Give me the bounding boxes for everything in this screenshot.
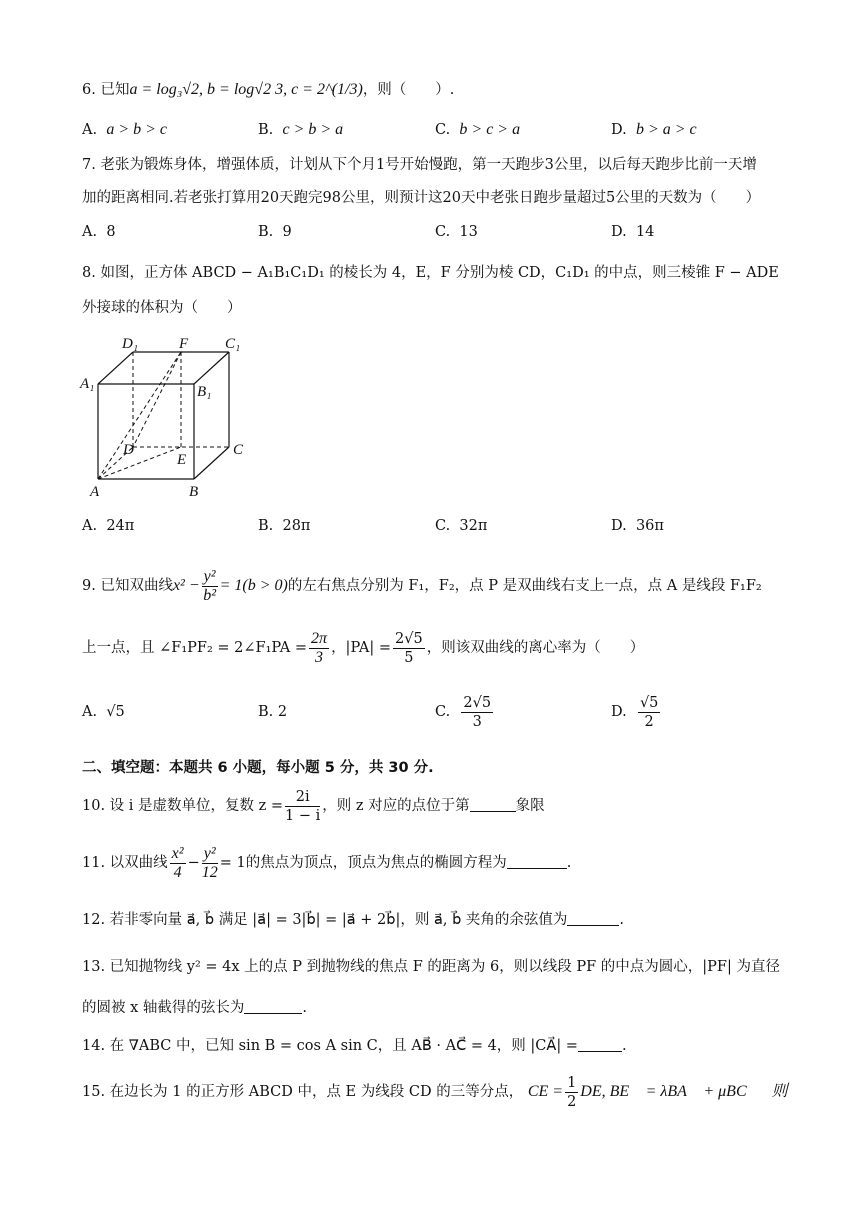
q9-hyperbola-x: x² − [172,577,200,594]
q10-number: 10. [82,798,106,814]
q14-line: 14. 在 ∇ABC 中，已知 sin B = cos A sin C，且 AB⃗ · AC⃗ = 4，则 |CA⃗| = . [82,1038,627,1054]
q13-line1 [82,957,780,977]
label-e: E [177,452,187,468]
q12-line: 12. 若非零向量 a⃗, b⃗ 满足 |a⃗| = 3|b⃗| = |a⃗ + 2b⃗|，则 a⃗, b⃗ 夹角的余弦值为 . [82,912,624,928]
q8-option-b[interactable]: B. 28π [258,518,311,534]
q14-number: 14. [82,1038,106,1054]
q12-text: 若非零向量 a⃗, b⃗ 满足 |a⃗| = 3|b⃗| = |a⃗ + 2b⃗|，则 a⃗, b⃗ 夹角的余弦值为 [109,912,568,928]
q8-option-d[interactable]: D. 36π [611,518,664,534]
q8-option-a[interactable]: A. 24π [82,518,135,534]
q9-text-pre: 已知双曲线 [100,578,173,594]
label-d1: D₁ [122,336,139,352]
q13-answer-blank[interactable] [244,999,302,1014]
q11-fraction-x: $\frac{\text{x²}}{4}$ [171,844,184,881]
q6-option-b[interactable]: B. c > b > a [258,121,344,138]
q15-fraction: $\frac{1}{2}$ [567,1074,577,1110]
q9-text-line2-pre: 上一点，且 ∠F₁PF₂ = 2∠F₁PA = [82,640,308,656]
q11-text-pre: 以双曲线 [109,855,168,871]
q6-text-post: ，则（ ）. [362,82,455,98]
q7-option-c[interactable]: C. 13 [435,224,478,240]
q10-line [82,786,545,826]
q9-hyperbola-fraction: $\frac{\text{y²}}{\text{b²}}$ [203,567,216,604]
q10-text-post2: 象限 [515,798,545,814]
label-a1: A₁ [80,376,95,392]
q15-line [82,1072,788,1112]
q7-line2: 加的距离相同.若老张打算用20天跑完98公里，则预计这20天中老张日跑步量超过5公里的天数为（ ） [82,190,761,206]
q12-answer-blank[interactable] [567,911,619,926]
q7-option-d[interactable]: D. 14 [611,224,655,240]
q6-option-c[interactable]: C. b > c > a [435,121,521,138]
q13-text-line1: 已知抛物线 y² = 4x 上的点 P 到抛物线的焦点 F 的距离为 6，则以线段 PF 的中点为圆心，|PF| 为直径 [109,959,780,975]
q10-text-pre: 设 i 是虚数单位，复数 z = [109,798,284,814]
q9-pa-fraction: $\frac{2√5}{5}$ [395,630,423,666]
q13-text-line2: 的圆被 x 轴截得的弦长为 [82,1000,245,1016]
q9-option-a[interactable]: A. √5 [82,704,125,720]
q9-option-d[interactable]: D. $\frac{√5}{2}$ [611,694,659,730]
q9-number: 9. [82,578,96,594]
q10-text-post: ，则 z 对应的点位于第 [322,798,470,814]
q8-number: 8. [82,265,96,281]
q11-fraction-y: $\frac{\text{y²}}{12}$ [201,844,218,881]
q6-stem [82,80,454,100]
label-a: A [90,484,100,500]
cube-figure [76,334,256,504]
q11-text-post: 的焦点为顶点，顶点为焦点的椭圆方程为 [245,855,507,871]
q15-text-post: DE, BE⃗ = λBA⃗ + μBC⃗，则 [580,1083,788,1100]
q10-fraction: $\frac{2i}{1 - i}$ [285,788,321,824]
q13-line2: 的圆被 x 轴截得的弦长为 . [82,1000,308,1016]
q8-line1 [82,263,779,283]
q7-number: 7. [82,157,96,173]
q10-answer-blank[interactable] [470,797,516,812]
q9-text-line2-post: ，则该双曲线的离心率为（ ） [426,640,645,656]
edge-a1-d1 [98,352,133,384]
q15-ce: CE = [527,1083,564,1100]
label-c1: C₁ [225,336,241,352]
label-f: F [179,336,189,352]
q8-option-c[interactable]: C. 32π [435,518,488,534]
q6-text-pre: 已知 [100,82,130,98]
label-b: B [189,484,199,500]
section-2-title: 二、填空题：本题共 6 小题，每小题 5 分，共 30 分. [82,760,434,776]
q8-line2: 外接球的体积为（ ） [82,300,242,316]
q11-answer-blank[interactable] [507,854,567,869]
q9-option-c[interactable]: C. $\frac{2√5}{3}$ [435,694,492,730]
edge-b-c [194,447,229,479]
q7-line1 [82,155,757,175]
q7-option-b[interactable]: B. 9 [258,224,292,240]
q7-option-a[interactable]: A. 8 [82,224,116,240]
q9-hyperbola-post: = 1(b > 0) [219,577,288,594]
q9-text-line1-post: 的左右焦点分别为 F₁，F₂，点 P 是双曲线右支上一点，点 A 是线段 F₁F₂ [287,578,762,594]
q6-option-d[interactable]: D. b > a > c [611,121,697,138]
q9-line2 [82,628,644,668]
q6-number: 6. [82,82,96,98]
edge-b1-c1 [194,352,229,384]
label-d: D [123,442,134,458]
label-b1: B₁ [197,384,212,400]
q14-text: 在 ∇ABC 中，已知 sin B = cos A sin C，且 AB⃗ · AC⃗ = 4，则 |CA⃗| = [109,1038,578,1054]
q11-line: 11. 以双曲线 $\frac{\text{x²}}{4}$ − $\frac{\text{y²}}{12}$ = 1的焦点为顶点，顶点为焦点的椭圆方程为 . [82,844,572,881]
q14-answer-blank[interactable] [578,1037,622,1052]
q11-number: 11. [82,855,106,871]
label-c: C [233,442,244,458]
q12-number: 12. [82,912,106,928]
q8-text-line1: 如图，正方体 ABCD − A₁B₁C₁D₁ 的棱长为 4，E，F 分别为棱 CD，C₁D₁ 的中点，则三棱锥 F − ADE [100,265,779,281]
q15-text-pre: 在边长为 1 的正方形 ABCD 中，点 E 为线段 CD 的三等分点， [109,1084,524,1100]
segment-a-f [98,352,181,479]
q6-formula: a = log₃√2, b = log√2 3, c = 2^(1/3) [129,81,363,98]
q9-line1 [82,566,762,606]
q9-option-b[interactable]: B. 2 [258,704,288,720]
segment-a-e [98,447,181,479]
q11-eq: = 1 [219,855,246,871]
q6-option-a[interactable]: A. a > b > c [82,121,168,138]
q9-pa-pre: ，|PA| = [331,640,391,656]
q7-text-line1: 老张为锻炼身体，增强体质，计划从下个月1号开始慢跑，第一天跑步3公里，以后每天跑步比前一天增 [100,157,757,173]
segment-f-d [133,352,181,447]
q9-angle-fraction: $\frac{2\pi}{3}$ [311,629,328,666]
q13-number: 13. [82,959,106,975]
q15-number: 15. [82,1084,106,1100]
